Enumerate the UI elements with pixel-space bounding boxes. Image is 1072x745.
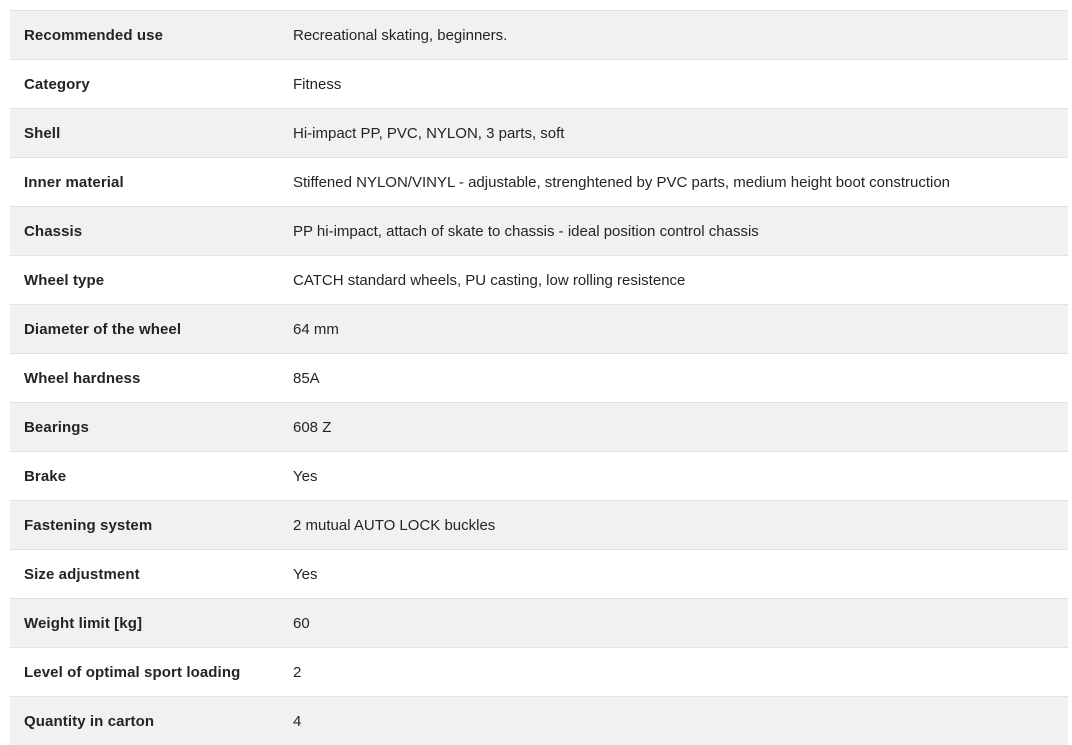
table-row <box>10 648 1068 697</box>
spec-value: 85A <box>293 369 320 387</box>
spec-label: Brake <box>24 467 67 485</box>
spec-value: 60 <box>293 614 310 632</box>
spec-value: Hi-impact PP, PVC, NYLON, 3 parts, soft <box>293 124 565 142</box>
table-row <box>10 158 1068 207</box>
spec-value: Recreational skating, beginners. <box>293 26 508 44</box>
spec-value: CATCH standard wheels, PU casting, low rolling resistence <box>293 271 686 289</box>
spec-value: 608 Z <box>293 418 332 436</box>
spec-label: Fastening system <box>24 516 153 534</box>
table-row <box>10 109 1068 158</box>
spec-value: 4 <box>293 712 302 730</box>
spec-label: Bearings <box>24 418 89 436</box>
spec-value: 2 mutual AUTO LOCK buckles <box>293 516 496 534</box>
table-row <box>10 354 1068 403</box>
specification-table <box>10 10 1068 745</box>
table-row <box>10 550 1068 599</box>
spec-value: 2 <box>293 663 302 681</box>
table-row <box>10 697 1068 745</box>
spec-label: Wheel hardness <box>24 369 141 387</box>
spec-value: Yes <box>293 565 318 583</box>
spec-label: Size adjustment <box>24 565 140 583</box>
table-row <box>10 207 1068 256</box>
table-row <box>10 403 1068 452</box>
spec-label: Wheel type <box>24 271 105 289</box>
spec-value: Fitness <box>293 75 342 93</box>
spec-value: Yes <box>293 467 318 485</box>
spec-value: PP hi-impact, attach of skate to chassis - ideal position control chassis <box>293 222 759 240</box>
table-row <box>10 60 1068 109</box>
table-row <box>10 11 1068 60</box>
table-row <box>10 256 1068 305</box>
spec-label: Diameter of the wheel <box>24 320 182 338</box>
spec-label: Recommended use <box>24 26 164 44</box>
spec-label: Level of optimal sport loading <box>24 663 241 681</box>
spec-label: Chassis <box>24 222 83 240</box>
spec-label: Inner material <box>24 173 124 191</box>
spec-label: Shell <box>24 124 61 142</box>
table-row <box>10 501 1068 550</box>
spec-label: Weight limit [kg] <box>24 614 143 632</box>
spec-value: Stiffened NYLON/VINYL - adjustable, strenghtened by PVC parts, medium height boot construction <box>293 173 951 191</box>
spec-label: Category <box>24 75 90 93</box>
table-row <box>10 452 1068 501</box>
spec-label: Quantity in carton <box>24 712 155 730</box>
table-row <box>10 599 1068 648</box>
table-row <box>10 305 1068 354</box>
spec-value: 64 mm <box>293 320 339 338</box>
